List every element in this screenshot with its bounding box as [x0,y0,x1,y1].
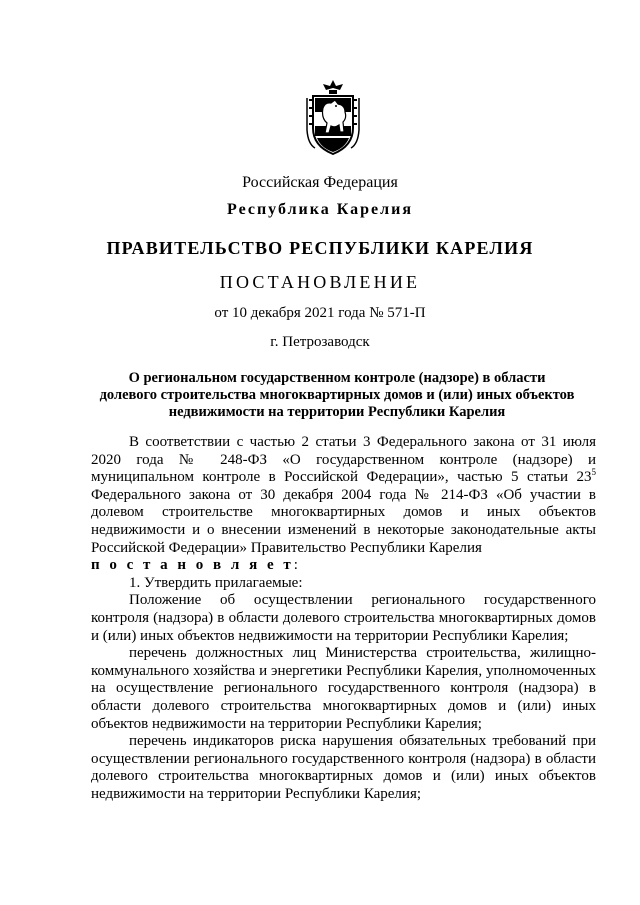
republic-name: Республика Карелия [227,201,413,218]
title-line: долевого строительства многоквартирных домов и (или) иных объектов [99,387,575,403]
government-title: ПРАВИТЕЛЬСТВО РЕСПУБЛИКИ КАРЕЛИЯ [106,238,534,258]
resolves-colon: : [293,557,298,574]
document-body [91,434,596,803]
paragraph: перечень индикаторов риска нарушения обязательных требований при осуществлении регионального государственного контроля (надзора) в области долевого строительства многоквартирных домов и (или) иных объектов недвижимости на территории Республики Карелия; [91,733,596,802]
document-type: ПОСТАНОВЛЕНИЕ [219,272,421,292]
country-name: Российская Федерация [242,174,398,191]
paragraph: перечень должностных лиц Министерства строительства, жилищно-коммунального хозяйства и энергетики Республики Карелия, уполномоченных на осуществление регионального государственного контроля (надзора) в области долевого строительства многоквартирных домов и (или) иных объектов недвижимости на территории Республики Карелия; [91,645,596,732]
title-line: О региональном государственном контроле (надзоре) в области [128,370,546,386]
karelia-coat-of-arms-icon [305,78,361,158]
date-line: от 10 декабря 2021 года № 571-П [214,305,426,321]
list-item: 1. Утвердить прилагаемые: [129,574,303,591]
intro-text-continued: Федерального закона от 30 декабря 2004 года № 214-ФЗ «Об участии в долевом строительстве многоквартирных домов и иных объектов недвижимости и о внесении изменений в некоторые законодательные акты Российской Федерации» Правительство Республики Карелия [91,486,596,556]
title-line: недвижимости на территории Республики Карелия [168,404,506,420]
resolves-word: п о с т а н о в л я е т [91,557,294,574]
intro-text: В соответствии с частью 2 статьи 3 Федерального закона от 31 июля 2020 года № 248-ФЗ «О государственном контроле (надзоре) и муниципальном контроле в Российской Федерации», частью 5 статьи 23 [91,434,596,486]
superscript: 5 [591,467,596,478]
document-title [85,370,589,421]
resolves-paragraph [91,557,596,575]
paragraph: Положение об осуществлении регионального государственного контроля (надзора) в области долевого строительства многоквартирных домов и (или) иных объектов недвижимости на территории Республики Карелия; [91,592,596,644]
city-name: г. Петрозаводск [270,334,370,350]
intro-paragraph [91,434,596,557]
